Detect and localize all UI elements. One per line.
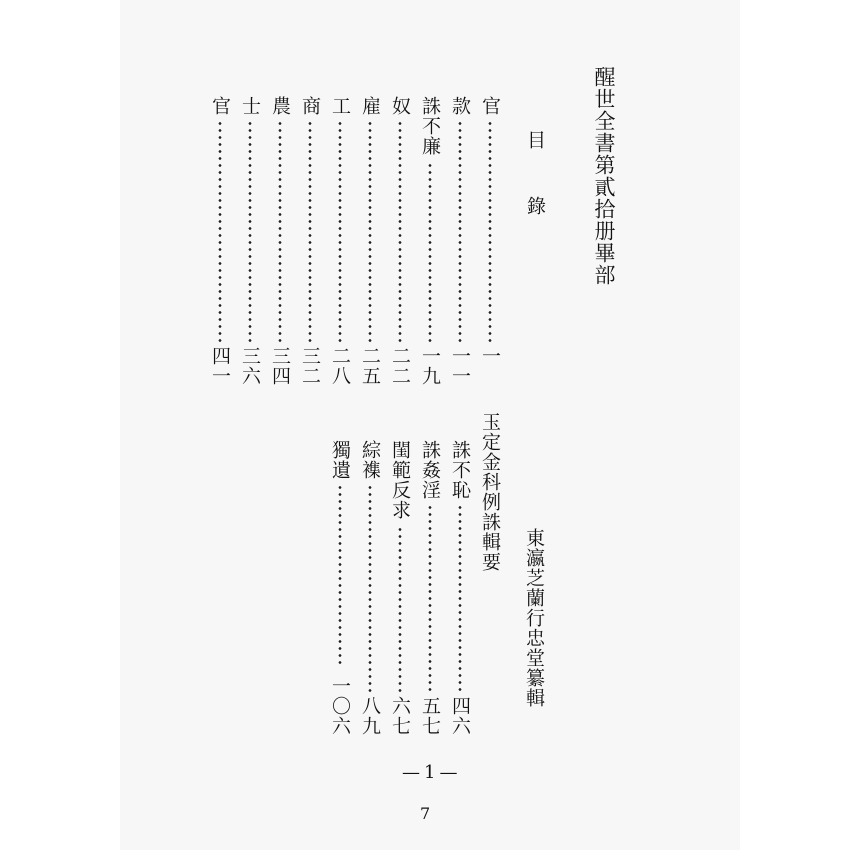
toc-entry-title: 士 [239, 96, 261, 116]
toc-entry-title: 官 [209, 96, 231, 116]
leader-dots [218, 120, 222, 342]
contents-heading: 目 錄 [524, 130, 546, 229]
toc-entry-title: 閨範反求 [389, 440, 411, 520]
toc-entry-title: 工 [329, 96, 351, 116]
leader-dots [248, 120, 252, 342]
toc-entry-title: 款 [449, 96, 471, 116]
leader-dots [398, 120, 402, 342]
toc-entry-page: 三四 [269, 346, 291, 386]
toc-entry-title: 雇 [359, 96, 381, 116]
toc-entry-page: 四六 [449, 696, 471, 736]
leader-dots [458, 120, 462, 342]
toc-entry-page: 二八 [329, 346, 351, 386]
toc-entry-title: 誅不恥 [449, 440, 471, 500]
toc-entry-page: 五七 [419, 696, 441, 736]
toc-entry-page: 三二 [299, 346, 321, 386]
leader-dots [308, 120, 312, 342]
toc-entry-page: 一〇六 [329, 676, 351, 736]
compiler-line: 東瀛芝蘭行忠堂纂輯 [523, 528, 545, 708]
leader-dots [368, 484, 372, 692]
toc-entry-page: 一 [479, 346, 501, 366]
toc-entry-title: 誅姦淫 [419, 440, 441, 500]
leader-dots [488, 120, 492, 342]
toc-entry-page: 六七 [389, 696, 411, 736]
book-title: 醒世全書第貳拾册畢部 [592, 66, 616, 286]
leader-dots [368, 120, 372, 342]
leader-dots [338, 484, 342, 664]
toc-entry-title: 奴 [389, 96, 411, 116]
toc-entry-title: 誅不廉 [419, 96, 441, 156]
toc-entry-page: 四一 [209, 346, 231, 386]
toc-entry-title: 綜襍 [359, 440, 381, 480]
leader-dots [428, 504, 432, 692]
toc-entry-page: 一一 [449, 346, 471, 386]
toc-entry-title: 農 [269, 96, 291, 116]
leader-dots [458, 504, 462, 692]
toc-entry-title: 獨遺 [329, 440, 351, 480]
toc-entry-title: 商 [299, 96, 321, 116]
page-marker: —1— [402, 762, 462, 783]
leader-dots [398, 526, 402, 692]
leader-dots [428, 162, 432, 342]
toc-entry-page: 一九 [419, 346, 441, 386]
leader-dots [278, 120, 282, 342]
toc-entry-page: 三六 [239, 346, 261, 386]
toc-entry-title: 官 [479, 96, 501, 116]
section-two-heading: 玉定金科例誅輯要 [479, 412, 501, 572]
toc-entry-page: 八九 [359, 696, 381, 736]
page-number: 7 [420, 804, 431, 823]
leader-dots [338, 120, 342, 342]
toc-entry-page: 二二 [389, 346, 411, 386]
toc-entry-page: 二五 [359, 346, 381, 386]
